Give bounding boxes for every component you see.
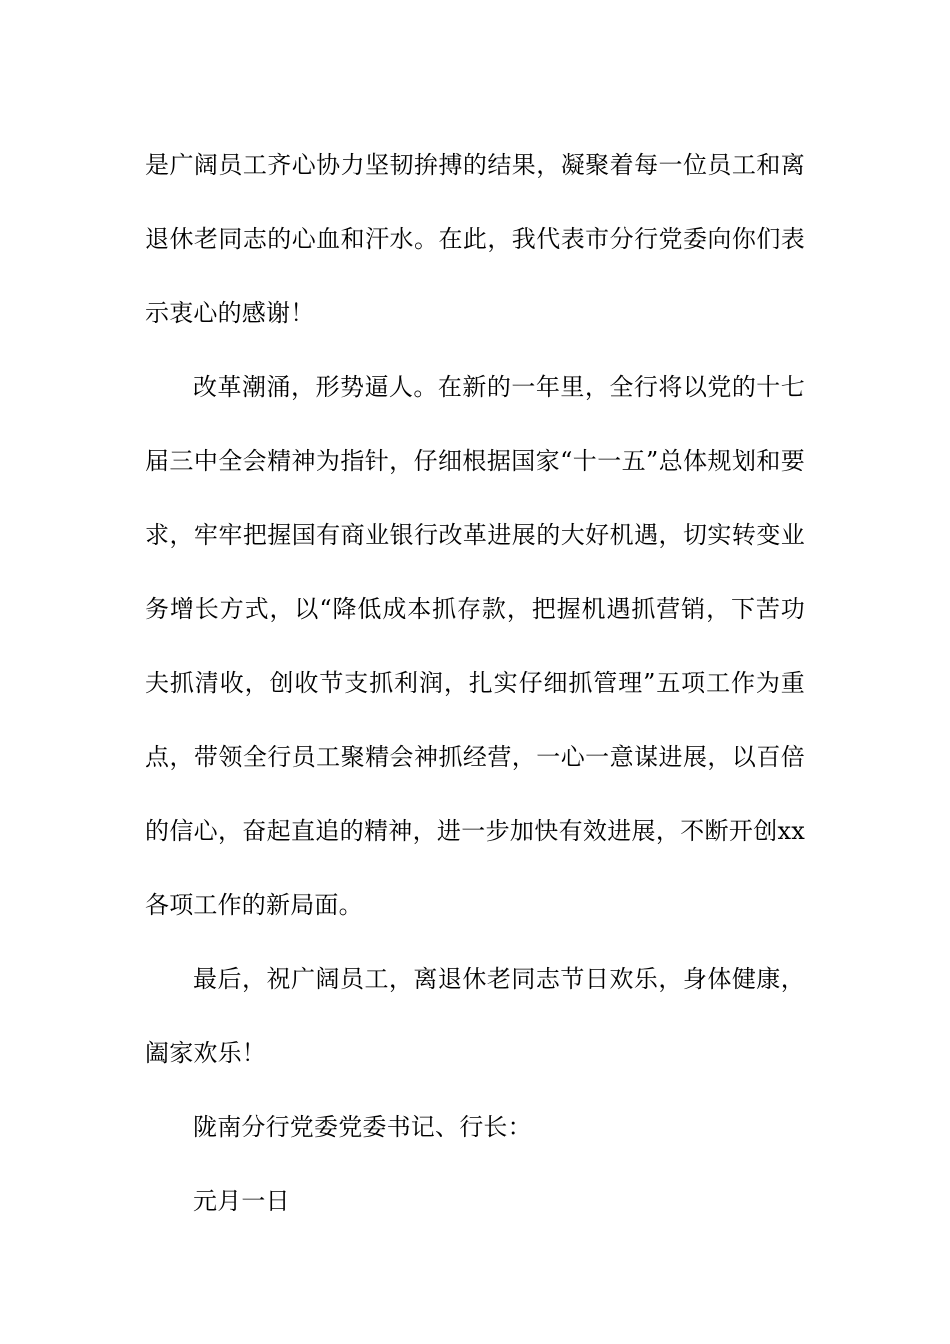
date-line: 元月一日: [193, 1187, 290, 1215]
paragraph-reform-plan: 改革潮涌，形势逼人。在新的一年里，全行将以党的十七届三中全会精神为指针，仔细根据国家“十一五”总体规划和要求，牢牢把握国有商业银行改革进展的大好机遇，切实转变业务增长方式，以“降低成本抓存款，把握机遇抓营销，下苦功夫抓清收，创收节支抓利润，扎实仔细抓管理”五项工作为重点，带领全行员工聚精会神抓经营，一心一意谋进展，以百倍的信心，奋起直追的精神，进一步加快有效进展，不断开创xx各项工作的新局面。: [145, 373, 805, 919]
paragraph-thanks: 是广阔员工齐心协力坚韧拚搏的结果，凝聚着每一位员工和离退休老同志的心血和汗水。在此，我代表市分行党委向你们表示衷心的感谢！: [145, 151, 805, 327]
letter-body: [145, 128, 805, 1238]
paragraph-closing-wishes: 最后，祝广阔员工，离退休老同志节日欢乐，身体健康，阖家欢乐！: [145, 965, 805, 1067]
signature-line: 陇南分行党委党委书记、行长：: [193, 1113, 532, 1141]
